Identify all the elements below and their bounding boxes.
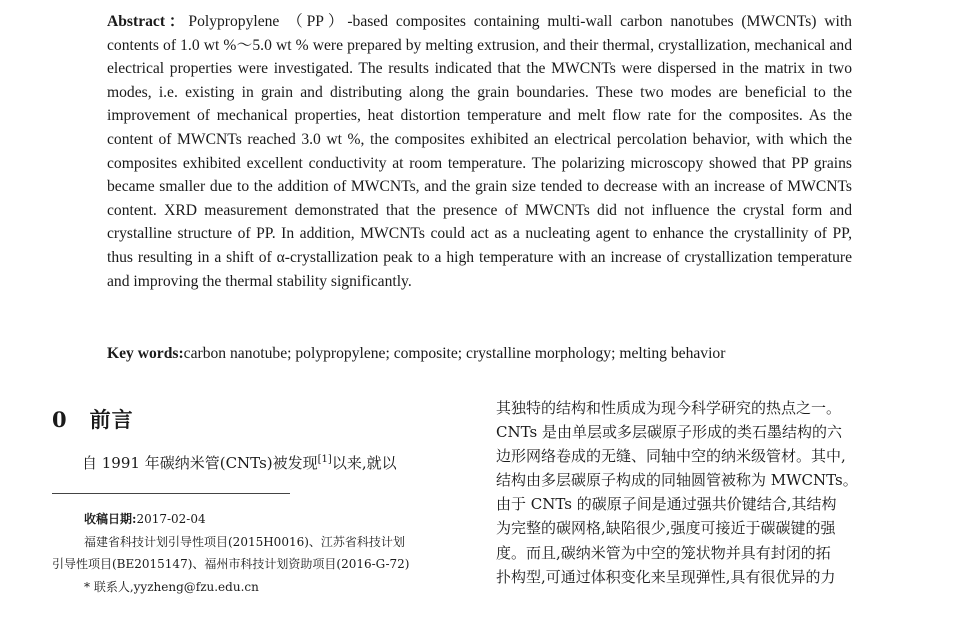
text-line: 其独特的结构和性质成为现今科学研究的热点之一。 <box>496 399 842 417</box>
footnote-funding-line-1: 福建省科技计划引导性项目(2015H0016)、江苏省科技计划 <box>84 534 405 549</box>
citation-ref: [1] <box>317 454 332 465</box>
text-line: 边形网络卷成的无缝、同轴中空的纳米级管材。其中, <box>496 447 846 466</box>
section-heading <box>52 404 134 434</box>
abstract-paragraph <box>107 10 852 293</box>
keywords-text: carbon nanotube; polypropylene; composite; crystalline morphology; melting behavior <box>183 345 726 362</box>
keywords-line <box>107 342 852 366</box>
footnotes <box>52 508 472 598</box>
section-number: 0 <box>52 407 68 432</box>
received-label: 收稿日期: <box>84 512 137 526</box>
text-line: 度。而且,碳纳米管为中空的笼状物并具有封闭的拓 <box>496 543 831 562</box>
text-line: 扑构型,可通过体积变化来呈现弹性,具有很优异的力 <box>496 567 836 586</box>
intro-paragraph-left <box>52 448 472 475</box>
keywords-label: Key words <box>107 345 179 362</box>
text-line: 结构由多层碳原子构成的同轴圆管被称为 MWCNTs。 <box>496 471 858 490</box>
abstract-label: Abstract <box>107 13 166 30</box>
footnote-received <box>52 508 472 531</box>
intro-text-before: 自 1991 年碳纳米管(CNTs)被发现 <box>82 454 318 472</box>
section-title: 前言 <box>89 407 134 432</box>
received-date: 2017-02-04 <box>136 512 206 526</box>
abstract-text: Polypropylene （PP）-based composites containing multi-wall carbon nanotubes (MWCNTs) with contents of 1.0 wt %～5.0 wt % were prepared by melting extrusion, and their thermal, crystallization, mechanical and electrical properties were investigated. The results indicated that the MWCNTs were dispersed in the matrix in two modes, i.e. existing in grain and distributing along the grain boundaries. These two modes are beneficial to the improvement of mechanical properties, heat distortion temperature and melt flow rate for the composites. As the content of MWCNTs reached 3.0 wt %, the composites exhibited an electrical percolation behavior, with which the composites exhibited excellent conductivity at room temperature. The polarizing microscopy showed that PP grains became smaller due to the addition of MWCNTs, and the grain size tended to decrease with an increase of MWCNTs content. XRD measurement demonstrated that the presence of MWCNTs did not influence the crystal form and crystalline structure of PP. In addition, MWCNTs could act as a nucleating agent to enhance the crystallinity of PP, thus resulting in a shift of α-crystallization peak to a high temperature with an increase of crystallization temperature and improving the thermal stability significantly. <box>107 13 852 290</box>
footnote-funding-line-2: 引导性项目(BE2015147)、福州市科技计划资助项目(2016-G-72) <box>52 557 410 571</box>
intro-column-right <box>496 396 910 589</box>
footnote-contact: * 联系人,yyzheng@fzu.edu.cn <box>84 579 259 594</box>
keywords-separator: : <box>178 345 184 362</box>
text-line: 由于 CNTs 的碳原子间是通过强共价键结合,其结构 <box>496 495 837 514</box>
footnote-divider <box>52 493 290 494</box>
abstract-separator: ： <box>165 13 189 30</box>
intro-text-after: 以来,就以 <box>331 454 397 472</box>
text-line: CNTs 是由单层或多层碳原子形成的类石墨结构的六 <box>496 423 842 442</box>
text-line: 为完整的碳网格,缺陷很少,强度可接近于碳碳键的强 <box>496 519 836 538</box>
